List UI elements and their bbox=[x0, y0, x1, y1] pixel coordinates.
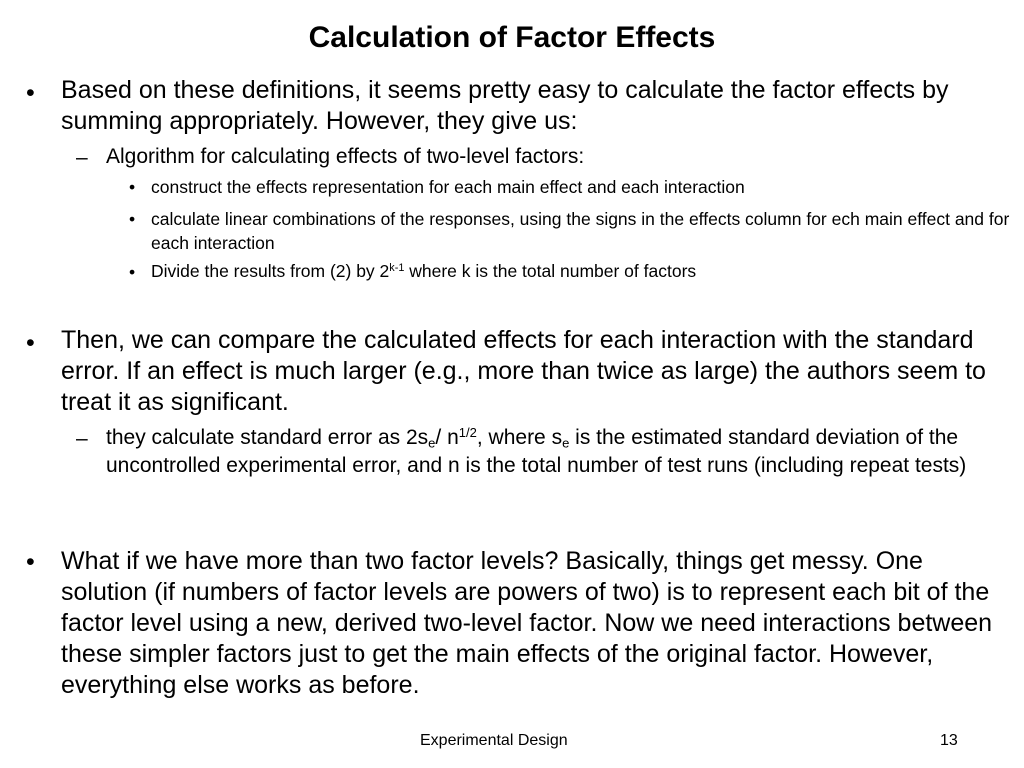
bullet-3-text: What if we have more than two factor levels? Basically, things get messy. One solution (if numbers of factor levels are powers of two) is to represent each bit of the factor level using a new, derived two-level factor. Now we need interactions between these simpler factors just to get the main effects of the original factor. However, everything else works as before. bbox=[61, 547, 993, 699]
bullet-1-item-3 bbox=[151, 259, 1011, 283]
bullet-1-text: Based on these definitions, it seems pretty easy to calculate the factor effects by summing appropriately. However, they give us: bbox=[61, 76, 949, 135]
std-error-text-d: is the estimated standard deviation of the uncontrolled experimental error, and n is the total number of test runs (including repeat tests) bbox=[106, 426, 967, 477]
std-error-text-c: , where s bbox=[476, 426, 563, 449]
dash-marker: – bbox=[76, 146, 88, 169]
item-3-text-pre: Divide the results from (2) by 2 bbox=[151, 261, 390, 281]
bullet-2-text: Then, we can compare the calculated effects for each interaction with the standard error. If an effect is much larger (e.g., more than twice as large) the authors seem to treat it as significant. bbox=[61, 326, 986, 416]
bullet-marker: • bbox=[26, 548, 35, 576]
std-error-subscript-1: e bbox=[428, 435, 436, 451]
page-number: 13 bbox=[940, 732, 958, 749]
std-error-subscript-2: e bbox=[562, 435, 570, 451]
bullet-1-item-2: calculate linear combinations of the responses, using the signs in the effects column for ech main effect and for each interaction bbox=[151, 209, 1010, 253]
bullet-marker: • bbox=[26, 79, 35, 107]
bullet-1-item-1: construct the effects representation for each main effect and each interaction bbox=[151, 177, 745, 197]
bullet-marker: • bbox=[26, 329, 35, 357]
footer-label: Experimental Design bbox=[420, 732, 568, 749]
item-3-text-post: where k is the total number of factors bbox=[404, 261, 697, 281]
dash-marker: – bbox=[76, 427, 88, 450]
std-error-exponent: 1/2 bbox=[458, 424, 477, 440]
item-3-exponent: k-1 bbox=[389, 262, 405, 275]
bullet-marker: • bbox=[129, 209, 136, 229]
bullet-2-sub bbox=[106, 424, 1006, 480]
bullet-marker: • bbox=[129, 262, 136, 282]
bullet-marker: • bbox=[129, 177, 136, 197]
bullet-1-sub: Algorithm for calculating effects of two-level factors: bbox=[106, 145, 585, 168]
std-error-text-a: they calculate standard error as 2s bbox=[106, 426, 429, 449]
std-error-text-b: / n bbox=[435, 426, 459, 449]
slide-title: Calculation of Factor Effects bbox=[308, 21, 716, 54]
